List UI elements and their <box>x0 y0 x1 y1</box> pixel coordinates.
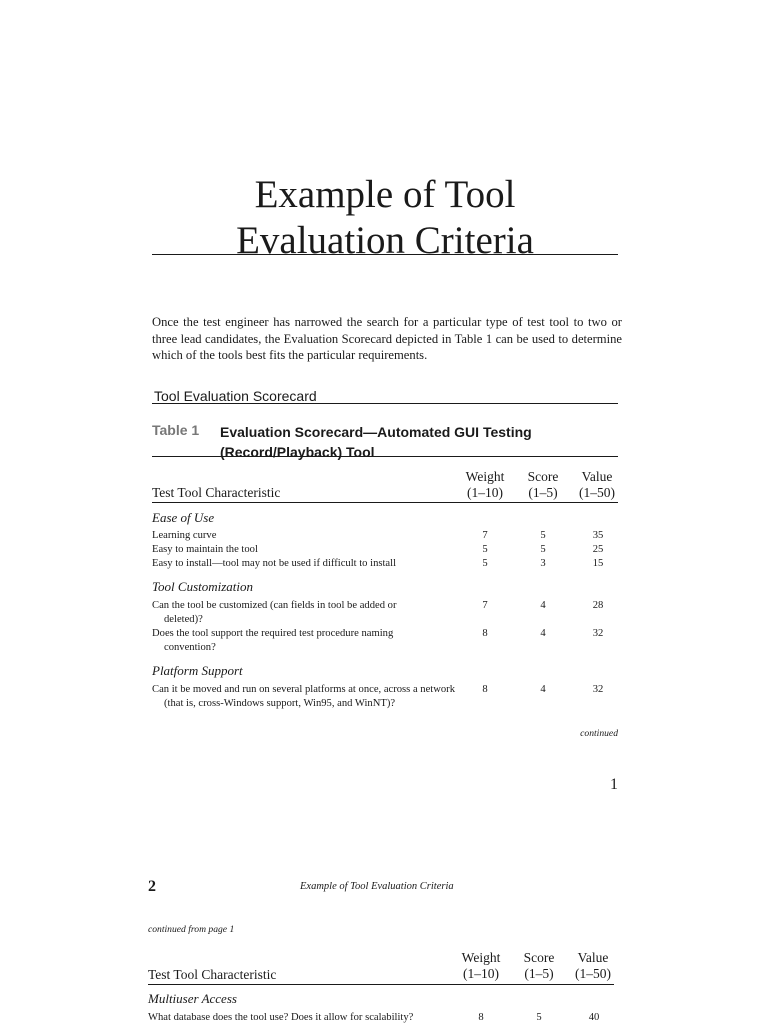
section-rule <box>152 403 618 404</box>
title-rule <box>152 254 618 255</box>
row-score: 5 <box>540 530 546 541</box>
weight-header-range: (1–10) <box>467 485 503 500</box>
category-platform-support: Platform Support <box>152 663 243 678</box>
row-score: 4 <box>540 684 546 695</box>
header-rule <box>152 502 618 503</box>
row-value: 32 <box>592 684 604 695</box>
row-score: 5 <box>536 1012 542 1023</box>
value-header-range: (1–50) <box>575 966 611 981</box>
row-value: 40 <box>588 1012 600 1023</box>
running-head: Example of Tool Evaluation Criteria <box>300 881 454 892</box>
score-header-range: (1–5) <box>528 485 558 500</box>
characteristic-header: Test Tool Characteristic <box>148 967 277 982</box>
weight-header <box>458 469 512 501</box>
section-label: Tool Evaluation Scorecard <box>154 388 317 404</box>
weight-header-label: Weight <box>465 469 505 484</box>
score-header-label: Score <box>523 950 555 965</box>
row-score: 4 <box>540 628 546 639</box>
value-header-range: (1–50) <box>579 485 615 500</box>
table-title-rule <box>152 456 618 457</box>
row-weight: 5 <box>482 544 488 555</box>
page-title <box>152 172 618 264</box>
row-text: What database does the tool use? Does it allow for scalability? <box>148 1012 414 1023</box>
score-header <box>514 950 564 982</box>
table-title: Evaluation Scorecard—Automated GUI Testing (Record/Playback) Tool <box>220 424 532 460</box>
intro-paragraph: Once the test engineer has narrowed the search for a particular type of test tool to two or three lead candidates, the Evaluation Scorecard depicted in Table 1 can be used to determine which of the tools best fits the particular requirements. <box>152 315 622 362</box>
row-weight: 5 <box>482 558 488 569</box>
row-text: Can the tool be customized (can fields in tool be added or deleted)? <box>152 600 397 625</box>
title-line-1: Example of Tool <box>254 173 516 216</box>
row-weight: 7 <box>482 600 488 611</box>
value-header <box>572 469 622 501</box>
row-score: 4 <box>540 600 546 611</box>
row-text: Learning curve <box>152 530 217 541</box>
row-value: 25 <box>592 544 604 555</box>
row-value: 32 <box>592 628 604 639</box>
row-score: 3 <box>540 558 546 569</box>
continued-note: continued <box>580 728 618 739</box>
score-header-label: Score <box>527 469 559 484</box>
score-header <box>518 469 568 501</box>
row-text: Does the tool support the required test procedure naming convention? <box>152 628 394 653</box>
weight-header-range: (1–10) <box>463 966 499 981</box>
row-text: Easy to maintain the tool <box>152 544 258 555</box>
row-text: Can it be moved and run on several platforms at once, across a network (that is, cross-Windows support, Win95, and WinNT)? <box>152 684 456 709</box>
characteristic-header: Test Tool Characteristic <box>152 485 281 500</box>
value-header-label: Value <box>581 469 613 484</box>
row-text: Easy to install—tool may not be used if difficult to install <box>152 558 397 569</box>
category-ease-of-use: Ease of Use <box>152 510 215 525</box>
category-tool-customization: Tool Customization <box>152 579 254 594</box>
row-weight: 8 <box>482 684 488 695</box>
row-weight: 7 <box>482 530 488 541</box>
header-rule <box>148 984 614 985</box>
row-value: 28 <box>592 600 604 611</box>
weight-header-label: Weight <box>461 950 501 965</box>
row-score: 5 <box>540 544 546 555</box>
row-weight: 8 <box>478 1012 484 1023</box>
value-header <box>568 950 618 982</box>
score-header-range: (1–5) <box>524 966 554 981</box>
page-number-1: 1 <box>610 776 618 793</box>
table-number: Table 1 <box>152 422 200 438</box>
weight-header <box>454 950 508 982</box>
row-weight: 8 <box>482 628 488 639</box>
continued-from-note: continued from page 1 <box>148 924 235 935</box>
category-multiuser-access: Multiuser Access <box>148 991 237 1006</box>
title-line-2: Evaluation Criteria <box>236 219 534 262</box>
row-value: 35 <box>592 530 604 541</box>
value-header-label: Value <box>577 950 609 965</box>
page-number-2: 2 <box>148 878 156 895</box>
row-value: 15 <box>592 558 604 569</box>
